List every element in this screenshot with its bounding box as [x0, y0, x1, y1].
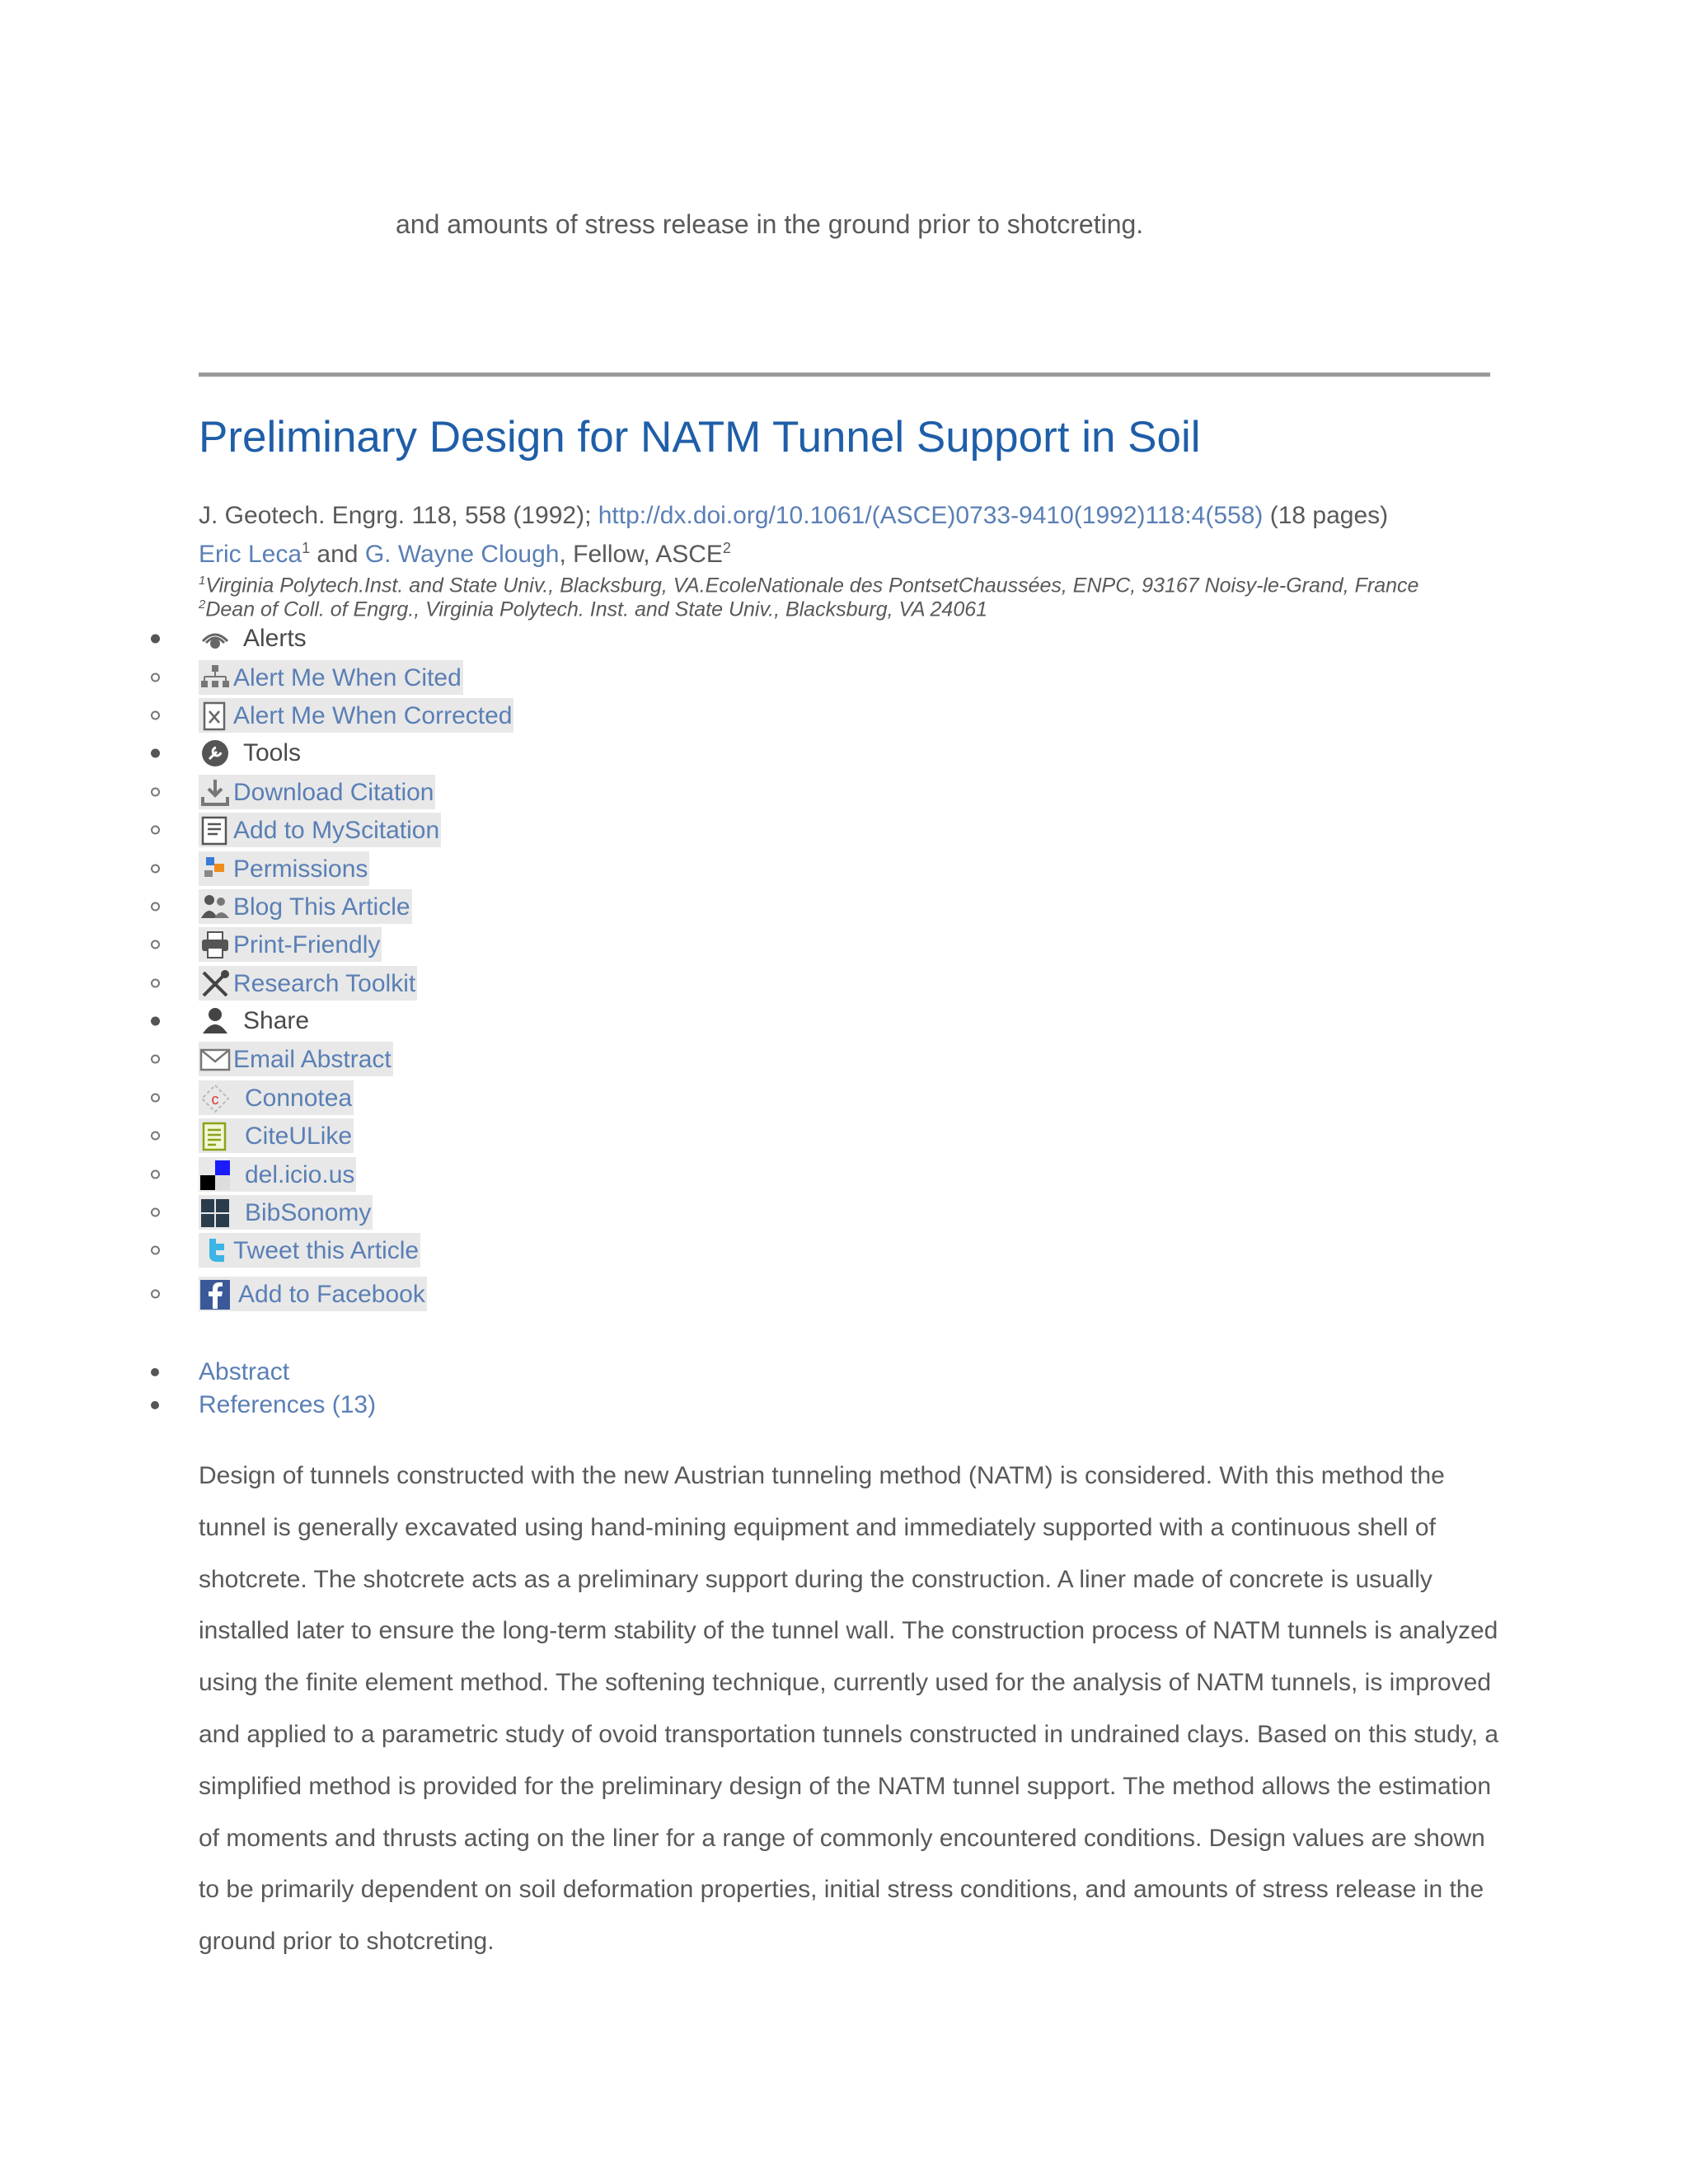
list-bullet: [151, 749, 160, 758]
list-circle: [151, 1055, 160, 1064]
tools-section: [0, 734, 742, 772]
tweet-this-article-link[interactable]: Tweet this Article: [233, 1237, 420, 1265]
permissions-item[interactable]: [0, 849, 742, 887]
tools-cross-icon: [199, 968, 232, 1001]
citeulike-icon: [199, 1120, 232, 1153]
bibsonomy-item[interactable]: [0, 1193, 742, 1231]
print-friendly-item[interactable]: [0, 926, 742, 963]
facebook-icon: [199, 1278, 232, 1311]
citeulike-link[interactable]: CiteULike: [245, 1122, 353, 1151]
affiliation-2-text: Dean of Coll. of Engrg., Virginia Polytech. Inst. and State Univ., Blacksburg, VA 24061: [205, 598, 988, 621]
alert-me-when-cited-link[interactable]: Alert Me When Cited: [233, 663, 462, 691]
add-to-myscitation-item[interactable]: [0, 811, 742, 849]
tweet-this-article-item[interactable]: [0, 1231, 742, 1269]
share-section: [0, 1002, 742, 1040]
blog-this-article-item[interactable]: [0, 888, 742, 926]
twitter-icon: [199, 1235, 232, 1268]
list-circle: [151, 1208, 160, 1217]
download-citation-link[interactable]: Download Citation: [233, 778, 434, 806]
alert-me-when-corrected-link[interactable]: Alert Me When Corrected: [233, 701, 513, 729]
author2-affil-marker: 2: [722, 540, 731, 556]
list-circle: [151, 710, 160, 719]
citation-line: [199, 502, 1388, 530]
blog-this-article-link[interactable]: Blog This Article: [233, 893, 410, 921]
research-toolkit-link[interactable]: Research Toolkit: [233, 969, 416, 997]
abstract-text: Design of tunnels constructed with the new Austrian tunneling method (NATM) is considered. With this method the tunnel is generally excavated using hand-mining equipment and immediately supported with a continuous shell of shotcrete. The shotcrete acts as a preliminary support during the construction. A liner made of concrete is usually installed later to ensure the long-term stability of the tunnel wall. The construction process of NATM tunnels is analyzed using the finite element method. The softening technique, currently used for the analysis of NATM tunnels, is improved and applied to a parametric study of ovoid transportation tunnels constructed in undrained clays. Based on this study, a simplified method is provided for the preliminary design of the NATM tunnel support. The method allows the estimation of moments and thrusts acting on the liner for a range of commonly encountered conditions. Design values are shown to be primarily dependent on soil deformation properties, initial stress conditions, and amounts of stress release in the ground prior to shotcreting.: [199, 1462, 1499, 1956]
envelope-icon: [199, 1043, 232, 1076]
affiliation-1-marker: 1: [199, 574, 206, 588]
list-circle: [151, 1289, 160, 1298]
doi-link[interactable]: http://dx.doi.org/10.1061/(ASCE)0733-9410(1992)118:4(558): [598, 502, 1264, 529]
permissions-icon: [199, 853, 232, 886]
printer-icon: [199, 929, 232, 962]
download-citation-item[interactable]: [0, 773, 742, 811]
add-to-facebook-link[interactable]: Add to Facebook: [238, 1280, 425, 1308]
delicious-item[interactable]: [0, 1155, 742, 1193]
authors-line: [199, 540, 731, 569]
author1-affil-marker: 1: [302, 540, 311, 556]
permissions-link[interactable]: Permissions: [233, 855, 368, 883]
list-circle: [151, 826, 160, 835]
previous-abstract-tail: and amounts of stress release in the ground prior to shotcreting.: [396, 209, 1144, 239]
list-bullet: [151, 1017, 160, 1026]
email-abstract-link[interactable]: Email Abstract: [233, 1046, 392, 1074]
article-title-link[interactable]: Preliminary Design for NATM Tunnel Support in Soil: [199, 413, 1201, 462]
add-to-myscitation-link[interactable]: Add to MyScitation: [233, 817, 440, 845]
affiliation-2: [199, 594, 987, 620]
references-link[interactable]: References (13): [199, 1391, 377, 1418]
eye-alert-icon: [199, 622, 232, 655]
list-bullet: [151, 635, 160, 644]
affiliation-1: [199, 570, 1418, 596]
add-to-facebook-item[interactable]: [0, 1270, 742, 1318]
author-link-clough[interactable]: G. Wayne Clough: [364, 541, 560, 568]
list-bullet: [151, 1401, 159, 1409]
research-toolkit-item[interactable]: [0, 964, 742, 1002]
list-circle: [151, 673, 160, 682]
person-icon: [199, 1005, 232, 1038]
connotea-link[interactable]: Connotea: [245, 1084, 353, 1112]
list-circle: [151, 1093, 160, 1102]
abstract-link[interactable]: Abstract: [199, 1358, 290, 1385]
list-circle: [151, 940, 160, 949]
list-circle: [151, 1169, 160, 1179]
author2-title: , Fellow, ASCE: [559, 541, 723, 568]
list-circle: [151, 787, 160, 796]
alerts-label: Alerts: [243, 625, 307, 653]
affiliation-1-text: Virginia Polytech.Inst. and State Univ., Blacksburg, VA.EcoleNationale des PontsetChaussées, ENPC, 93167 Noisy-le-Grand, France: [205, 574, 1419, 598]
list-circle: [151, 1132, 160, 1141]
citation-tree-icon: [199, 662, 232, 695]
article-tools-list: [0, 620, 742, 1318]
list-circle: [151, 1246, 160, 1255]
alerts-section: [0, 620, 742, 658]
download-icon: [199, 776, 232, 809]
affiliation-2-marker: 2: [199, 598, 206, 612]
list-circle: [151, 978, 160, 987]
wrench-circle-icon: [199, 737, 232, 770]
tools-label: Tools: [243, 739, 302, 767]
authors-conjunction: and: [310, 541, 365, 568]
list-circle: [151, 902, 160, 911]
connotea-item[interactable]: [0, 1079, 742, 1117]
author-link-leca[interactable]: Eric Leca: [199, 541, 302, 568]
bibsonomy-icon: [199, 1197, 232, 1230]
list-circle: [151, 864, 160, 873]
delicious-link[interactable]: del.icio.us: [245, 1160, 355, 1188]
citeulike-item[interactable]: [0, 1117, 742, 1155]
alert-me-when-corrected-item[interactable]: [0, 696, 742, 734]
connotea-icon: [199, 1082, 232, 1115]
share-label: Share: [243, 1007, 310, 1035]
section-divider: [199, 373, 1490, 377]
print-friendly-link[interactable]: Print-Friendly: [233, 931, 381, 959]
email-abstract-item[interactable]: [0, 1040, 742, 1078]
list-bullet: [151, 1368, 159, 1376]
page-count: (18 pages): [1263, 502, 1389, 529]
journal-citation: J. Geotech. Engrg. 118, 558 (1992);: [199, 502, 598, 529]
article-title[interactable]: [199, 412, 1201, 462]
alert-me-when-cited-item[interactable]: [0, 658, 742, 696]
delicious-icon: [199, 1159, 232, 1192]
bibsonomy-link[interactable]: BibSonomy: [245, 1199, 372, 1227]
document-x-icon: [199, 700, 232, 733]
notebook-icon: [199, 814, 232, 847]
svg-text:c: c: [211, 1090, 219, 1108]
people-icon: [199, 891, 232, 924]
